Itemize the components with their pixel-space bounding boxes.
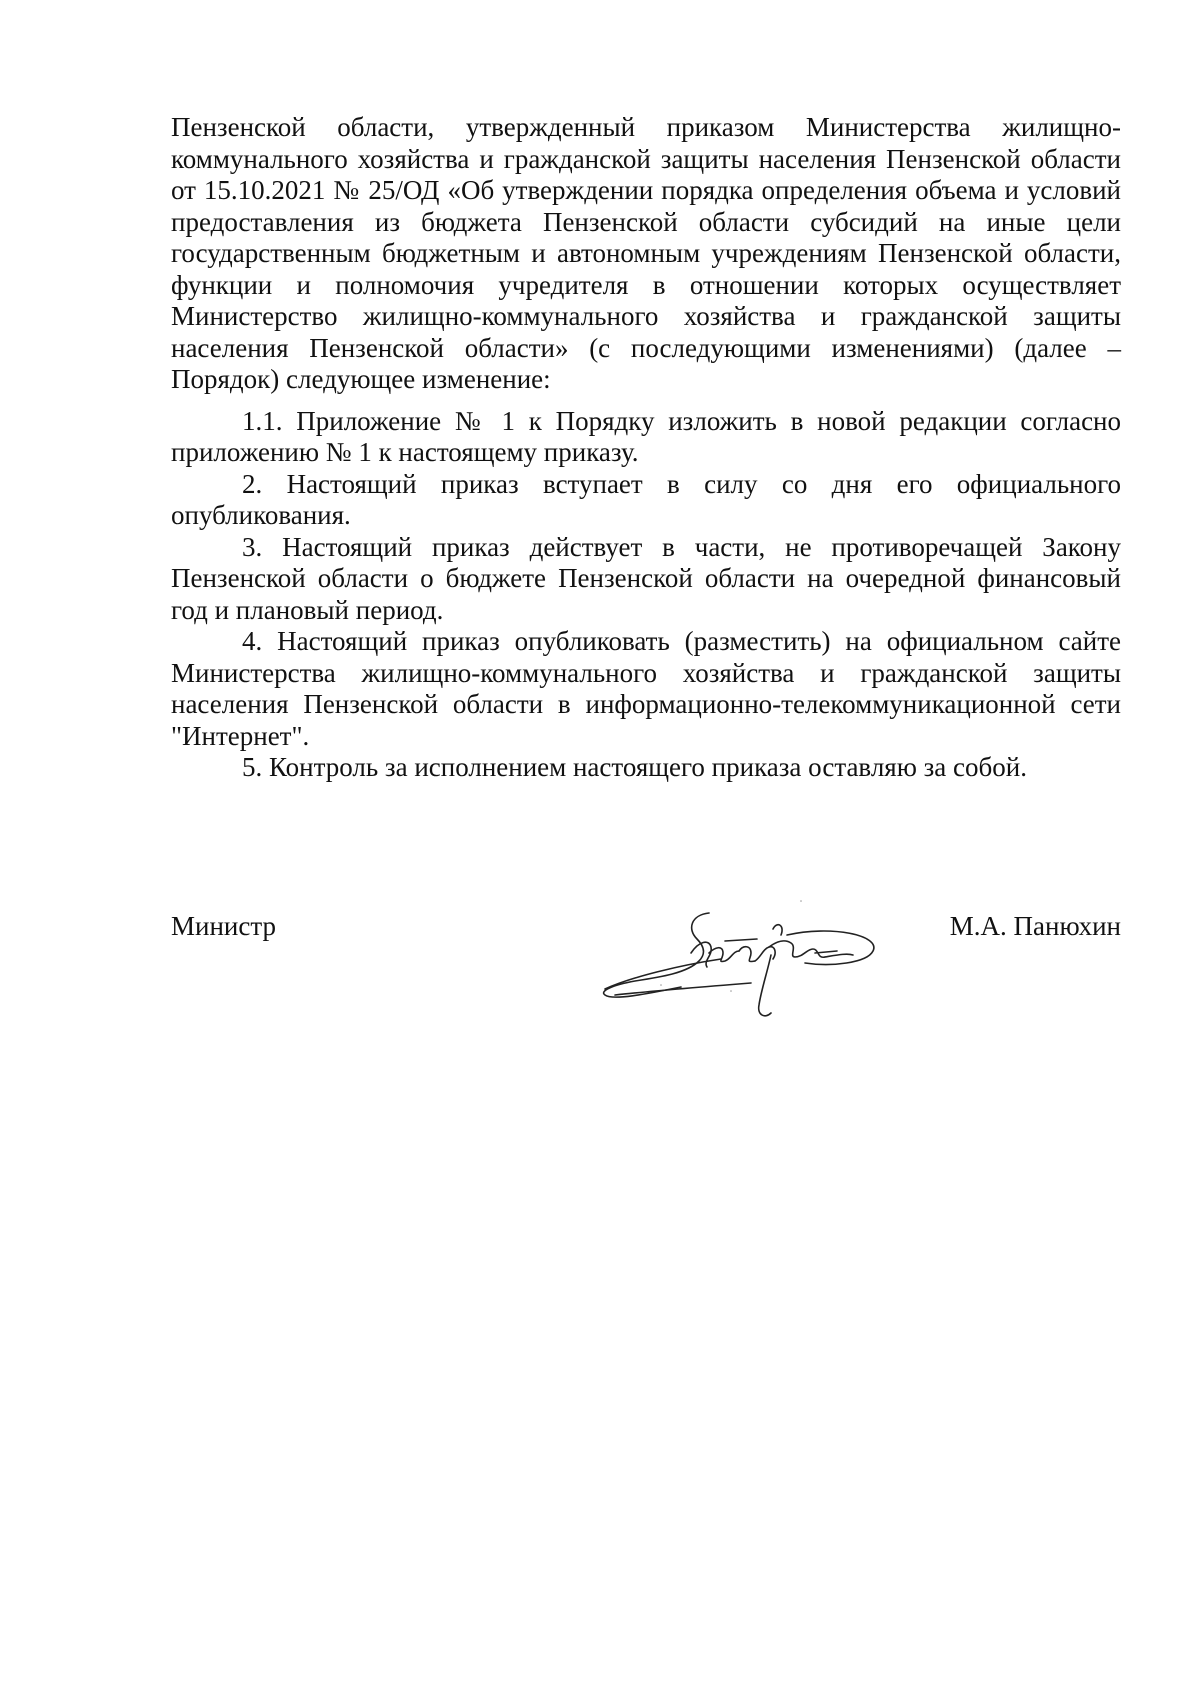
paragraph-3: 3. Настоящий приказ действует в части, не противоречащей Закону Пензенской области о бюджете Пензенской области на очередной финансовый год и плановый период. (171, 531, 1121, 625)
document-body (171, 112, 1121, 784)
signatory-name: М.А. Панюхин (949, 911, 1121, 941)
signatory-title: Министр (171, 911, 276, 941)
paragraph-intro: Пензенской области, утвержденный приказом Министерства жилищно-коммунального хозяйства и гражданской защиты населения Пензенской области от 15.10.2021 № 25/ОД «Об утверждении порядка определения объема и условий предоставления из бюджета Пензенской области субсидий на иные цели государственным бюджетным и автономным учреждениям Пензенской области, функции и полномочия учредителя в отношении которых осуществляет Министерство жилищно-коммунального хозяйства и гражданской защиты населения Пензенской области» (с последующими изменениями) (далее – Порядок) следующее изменение: (171, 112, 1121, 394)
handwritten-signature (591, 895, 891, 1025)
paragraph-4: 4. Настоящий приказ опубликовать (разместить) на официальном сайте Министерства жилищно-коммунального хозяйства и гражданской защиты населения Пензенской области в информационно-телекоммуникационной сети "Интернет". (171, 626, 1121, 751)
paragraph-2: 2. Настоящий приказ вступает в силу со дня его официального опубликования. (171, 468, 1121, 530)
paragraph-5: 5. Контроль за исполнением настоящего приказа оставляю за собой. (242, 752, 1027, 782)
paragraph-1-1: 1.1. Приложение № 1 к Порядку изложить в новой редакции согласно приложению № 1 к настоящему приказу. (171, 405, 1121, 467)
